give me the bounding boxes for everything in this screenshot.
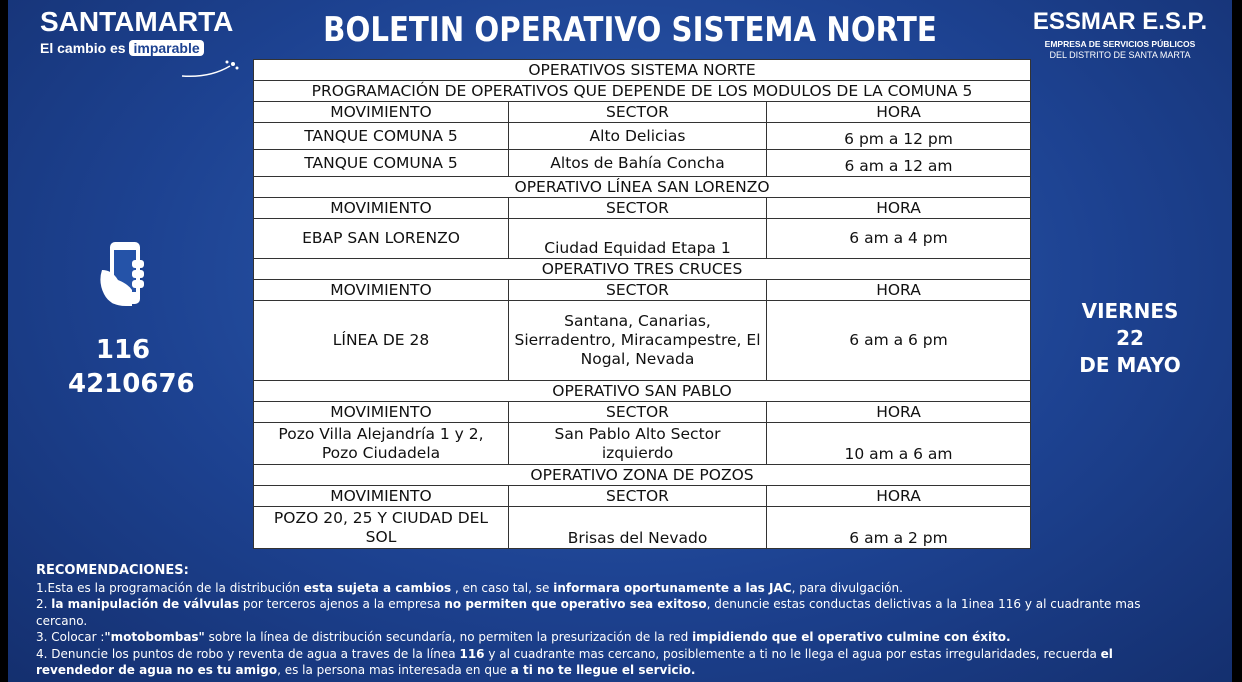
left-black-bar: [0, 0, 8, 682]
cell-hora: 6 am a 12 am: [767, 150, 1031, 177]
santamarta-brand: SANTAMARTA: [40, 6, 234, 37]
header-hora: HORA: [767, 402, 1031, 423]
table-row: [254, 123, 1031, 150]
phone-hand-icon: [88, 240, 158, 310]
header-hora: HORA: [767, 198, 1031, 219]
cell-sector: Alto Delicias: [509, 123, 767, 150]
cell-sector: Santana, Canarias, Sierradentro, Miracampestre, El Nogal, Nevada: [509, 301, 767, 381]
phone-number-1: 116: [95, 335, 151, 365]
cell-sector: Altos de Bahía Concha: [509, 150, 767, 177]
cell-movimiento: TANQUE COMUNA 5: [254, 123, 509, 150]
reco-text: , para divulgación.: [791, 580, 903, 595]
cell-hora: 6 am a 6 pm: [767, 301, 1031, 381]
date-day: VIERNES: [1081, 299, 1179, 323]
header-sector: SECTOR: [509, 280, 767, 301]
reco-text: , denuncie estas conductas delictivas a la 1inea 116 y al cuadrante mas cercano.: [36, 597, 1141, 628]
cell-movimiento: Pozo Villa Alejandría 1 y 2, Pozo Ciudadela: [254, 423, 509, 465]
essmar-subtitle-1: EMPRESA DE SERVICIOS PÚBLICOS: [1044, 39, 1196, 49]
date-month: DE MAYO: [1079, 353, 1181, 377]
section-title: OPERATIVO LÍNEA SAN LORENZO: [254, 177, 1031, 198]
cell-hora: 6 am a 2 pm: [767, 507, 1031, 549]
header-movimiento: MOVIMIENTO: [254, 198, 509, 219]
header-movimiento: MOVIMIENTO: [254, 280, 509, 301]
table-row: [254, 423, 1031, 465]
right-black-bar: [1232, 0, 1242, 682]
table-row: [254, 219, 1031, 259]
header-sector: SECTOR: [509, 102, 767, 123]
reco-text: 4. Denuncie los puntos de robo y reventa de agua a traves de la línea: [36, 646, 460, 661]
operations-table: [253, 59, 1031, 549]
recommendations-heading: RECOMENDACIONES:: [36, 563, 189, 578]
cell-movimiento: TANQUE COMUNA 5: [254, 150, 509, 177]
recommendation-3: [36, 629, 1186, 646]
essmar-logo: [1030, 8, 1210, 60]
table-row: [254, 150, 1031, 177]
header-sector: SECTOR: [509, 402, 767, 423]
date-box: [1070, 298, 1190, 379]
section-title: PROGRAMACIÓN DE OPERATIVOS QUE DEPENDE DE LOS MODULOS DE LA COMUNA 5: [254, 81, 1031, 102]
reco-text: 1.Esta es la programación de la distribución: [36, 580, 304, 595]
recommendations: [36, 563, 1186, 679]
header-sector: SECTOR: [509, 198, 767, 219]
reco-bold: "motobombas": [104, 630, 205, 644]
reco-bold: no permiten que operativo sea exitoso: [444, 597, 707, 611]
header-hora: HORA: [767, 486, 1031, 507]
reco-text: , es la persona mas interesada en que: [277, 663, 511, 677]
phone-number-2: 4210676: [68, 369, 195, 399]
reco-bold: el revendedor de agua no es tu amigo: [36, 646, 1113, 677]
santamarta-tagline: [40, 40, 240, 56]
recommendation-1: [36, 580, 1186, 597]
reco-text: , en caso tal, se: [451, 580, 554, 595]
section-title: OPERATIVO SAN PABLO: [254, 381, 1031, 402]
reco-text: 2.: [36, 597, 52, 611]
cell-hora: 6 pm a 12 pm: [767, 123, 1031, 150]
contact-box: [68, 240, 195, 401]
date-number: 22: [1116, 326, 1144, 350]
cell-movimiento: POZO 20, 25 Y CIUDAD DEL SOL: [254, 507, 509, 549]
header-hora: HORA: [767, 102, 1031, 123]
section-title: OPERATIVO ZONA DE POZOS: [254, 465, 1031, 486]
cell-sector: San Pablo Alto Sector izquierdo: [509, 423, 767, 465]
page-title: BOLETIN OPERATIVO SISTEMA NORTE: [323, 10, 937, 50]
header-movimiento: MOVIMIENTO: [254, 402, 509, 423]
reco-text: y al cuadrante mas cercano, posiblemente a ti no le llega el agua por estas irregularidades, recuerda: [484, 646, 1101, 661]
reco-bold: esta sujeta a cambios: [303, 580, 452, 595]
reco-bold: la manipulación de válvulas: [51, 597, 240, 611]
header-movimiento: MOVIMIENTO: [254, 102, 509, 123]
cell-sector: Brisas del Nevado: [509, 507, 767, 549]
reco-text: 3. Colocar :: [36, 630, 105, 644]
reco-bold: 116: [459, 646, 485, 661]
swirl-decoration-icon: [180, 58, 240, 80]
recommendation-4: [36, 646, 1186, 679]
header-movimiento: MOVIMIENTO: [254, 486, 509, 507]
cell-movimiento: EBAP SAN LORENZO: [254, 219, 509, 259]
section-title: OPERATIVO TRES CRUCES: [254, 259, 1031, 280]
header-sector: SECTOR: [509, 486, 767, 507]
tagline-pill: imparable: [129, 40, 203, 56]
tagline-prefix: El cambio es: [40, 40, 126, 56]
essmar-subtitle-2: DEL DISTRITO DE SANTA MARTA: [1049, 50, 1191, 60]
essmar-brand: ESSMAR E.S.P.: [1032, 8, 1208, 35]
reco-bold: informara oportunamente a las JAC: [553, 580, 792, 595]
cell-hora: 6 am a 4 pm: [767, 219, 1031, 259]
table-row: [254, 507, 1031, 549]
reco-bold: impidiendo que el operativo culmine con éxito.: [692, 630, 1011, 644]
recommendation-2: [36, 596, 1186, 629]
table-row: [254, 301, 1031, 381]
header-hora: HORA: [767, 280, 1031, 301]
reco-bold: a ti no te llegue el servicio.: [510, 663, 696, 677]
cell-movimiento: LÍNEA DE 28: [254, 301, 509, 381]
cell-hora: 10 am a 6 am: [767, 423, 1031, 465]
reco-text: sobre la línea de distribución secundaría, no permiten la presurización de la red: [204, 630, 693, 644]
table-main-title: OPERATIVOS SISTEMA NORTE: [254, 60, 1031, 81]
reco-text: por terceros ajenos a la empresa: [239, 597, 445, 611]
santamarta-logo: [40, 8, 240, 78]
cell-sector: Ciudad Equidad Etapa 1: [509, 219, 767, 259]
